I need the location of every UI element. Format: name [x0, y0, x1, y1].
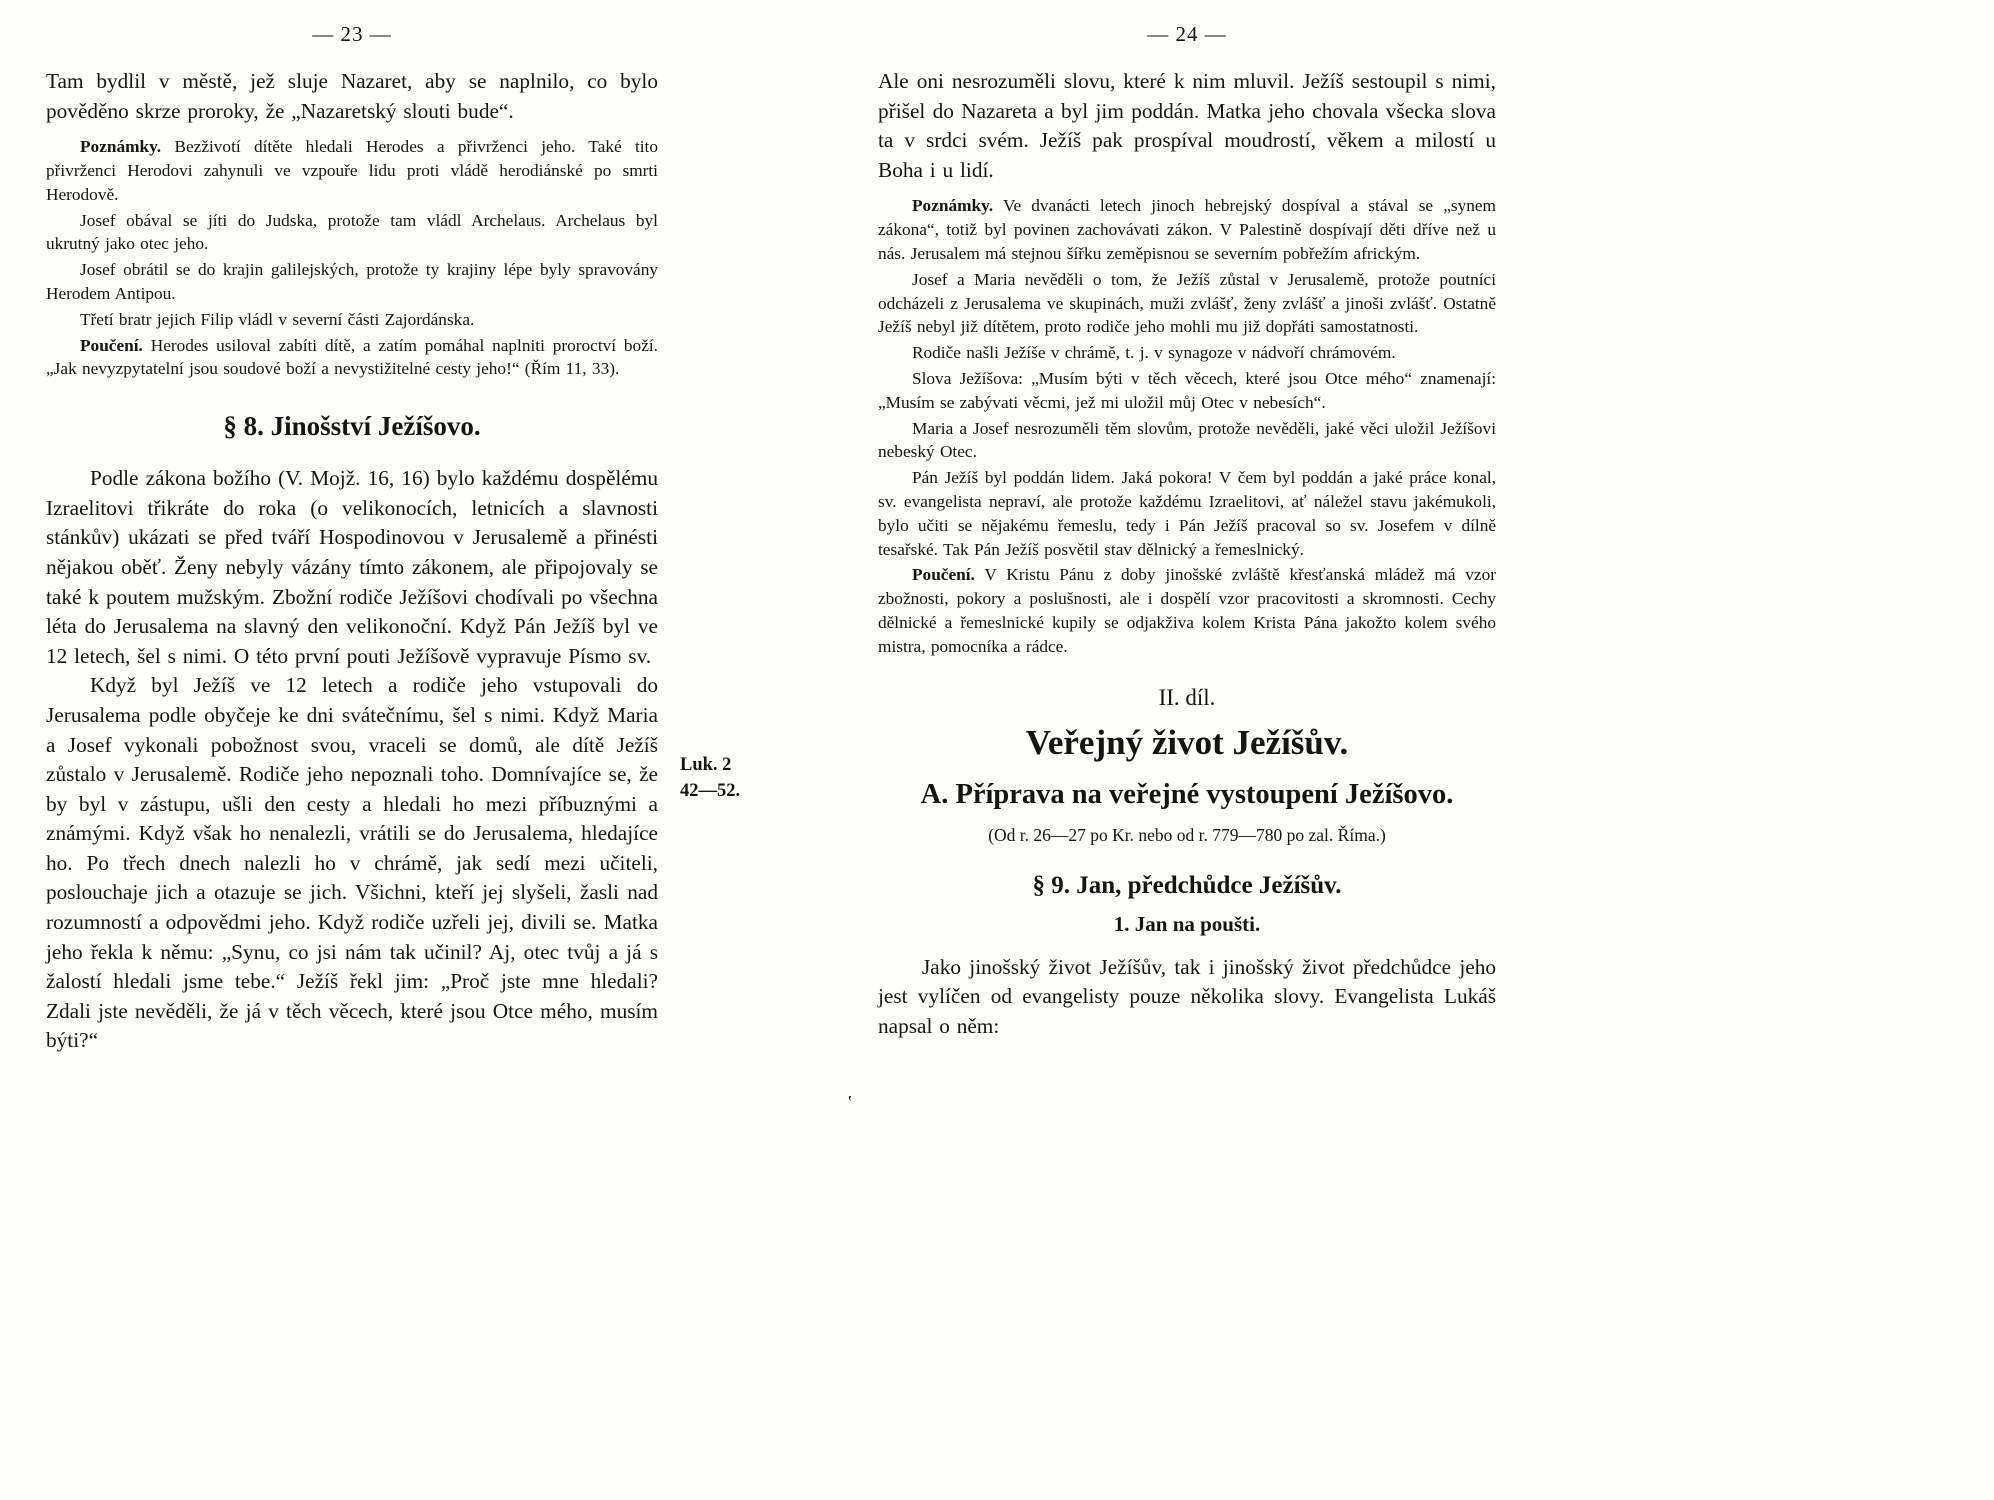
- chapter-a-title: A. Příprava na veřejné vystoupení Ježíšovo.: [920, 778, 1454, 810]
- note-lead: Poučení.: [912, 565, 975, 585]
- note-text: V Kristu Pánu z doby jinošské zvláště křesťanská mládež má vzor zbožnosti, pokory a poslušnosti, ale i dospělí vzor pracovitosti a skromnosti. Cechy dělnické a řemeslnické kupily se odjakživa kolem Krista Pána jakožto kolem svého mistra, pomocníka a rádce.: [878, 565, 1496, 656]
- scripture-reference-book: Luk. 2: [680, 755, 732, 775]
- body-paragraph: Když byl Ježíš ve 12 letech a rodiče jeho vstupovali do Jerusalema podle obyčeje ke dni svátečnímu, šel s nimi. Když Maria a Josef vykonali pobožnost svou, vraceli se domů, ale dítě Ježíš zůstalo v Jerusalemě. Rodiče jeho nepoznali toho. Domnívajíce se, že by byl v zástupu, ušli den cesty a hledali ho mezi příbuznými a známými. Když však ho nenalezli, vrátili se do Jerusalema, hledajíce ho. Po třech dnech nalezli ho v chrámě, jak sedí mezi učiteli, poslouchaje jich a otazuje se jich. Všichni, kteří jej slyšeli, žasli nad rozumností a odpovědmi jeho. Když rodiče uzřeli jej, divili se. Matka jeho řekla k němu: „Synu, co jsi nám tak učinil? Aj, otec tvůj a já s žalostí hledali jsme tebe.“ Ježíš řekl jim: „Proč jste mne hledali? Zdali jste nevěděli, že já v těch věcech, které jsou Otce mého, musím býti?“: [46, 673, 658, 1053]
- date-note: (Od r. 26—27 po Kr. nebo od r. 779—780 po zal. Říma.): [988, 824, 1386, 845]
- note-lead: Poznámky.: [80, 137, 162, 157]
- part-heading: II. díl.: [1158, 684, 1216, 710]
- section-9-heading: § 9. Jan, předchůdce Ježíšův.: [1032, 871, 1342, 899]
- note-lead: Poznámky.: [912, 196, 994, 216]
- intro-paragraph: Ale oni nesrozuměli slovu, které k nim mluvil. Ježíš sestoupil s nimi, přišel do Nazareta a byl jim poddán. Matka jeho chovala všecka slova ta v srdci svém. Ježíš pak prospíval moudrostí, věkem a milostí u Boha i u lidí.: [878, 69, 1496, 182]
- note-paragraph: Slova Ježíšova: „Musím býti v těch věcech, které jsou Otce mého“ znamenají: „Musím se zabývati věcmi, jež mi uložil můj Otec v nebesích“.: [878, 368, 1496, 412]
- note-paragraph: Maria a Josef nesrozuměli těm slovům, protože nevěděli, jaké věci uložil Ježíšovi nebeský Otec.: [878, 418, 1496, 462]
- note-paragraph: [46, 334, 658, 382]
- note-paragraph: [878, 194, 1496, 265]
- note-paragraph: [46, 135, 658, 206]
- page-number-left: — 23 —: [312, 22, 392, 46]
- note-text: Bezživotí dítěte hledali Herodes a přivrženci jeho. Také tito přivrženci Herodovi zahynuli ve vzpouře lidu proti vládě herodiánské po smrti Herodově.: [46, 137, 658, 204]
- margin-mark: ‛: [847, 1092, 853, 1112]
- notes-section: [878, 194, 1496, 658]
- note-paragraph: Josef a Maria nevěděli o tom, že Ježíš zůstal v Jerusalemě, protože poutníci odcházeli z Jerusalema ve skupinách, muži zvlášť, ženy zvlášť a jinoši zvlášť. Ostatně Ježíš nebyl již dítětem, proto rodiče jeho mohli mu již dopřáti samostatnosti.: [878, 269, 1496, 337]
- notes-section: [46, 135, 658, 381]
- section-8-heading: § 8. Jinošství Ježíšovo.: [223, 411, 481, 442]
- main-title: Veřejný život Ježíšův.: [1025, 722, 1349, 762]
- note-text: Herodes usiloval zabíti dítě, a zatím pomáhal naplniti proroctví boží. „Jak nevyzpytatelní jsou soudové boží a nevystižitelné cesty jeho!“ (Řím 11, 33).: [46, 335, 658, 379]
- sub-heading-jan: 1. Jan na poušti.: [1113, 911, 1261, 936]
- note-paragraph: Josef obrátil se do krajin galilejských, protože ty krajiny lépe byly spravovány Herodem Antipou.: [46, 260, 658, 303]
- page-number-right: — 24 —: [1147, 22, 1227, 46]
- scripture-reference-verses: 42—52.: [680, 781, 741, 801]
- page-23: [46, 22, 658, 1056]
- note-paragraph: Pán Ježíš byl poddán lidem. Jaká pokora! V čem byl poddán a jaké práce konal, sv. evangelista nepraví, ale protože každému Izraelitovi, ať náležel stavu jakémukoli, bylo učiti se nějakému řemeslu, tedy i Pán Ježíš pracoval so sv. Josefem v dílně tesařské. Tak Pán Ježíš posvětil stav dělnický a řemeslnický.: [878, 468, 1496, 559]
- note-paragraph: Rodiče našli Ježíše v chrámě, t. j. v synagoze v nádvoří chrámovém.: [912, 343, 1396, 363]
- note-lead: Poučení.: [80, 335, 143, 355]
- note-paragraph: Josef obával se jíti do Judska, protože tam vládl Archelaus. Archelaus byl ukrutný jako otec jeho.: [46, 210, 658, 254]
- note-paragraph: Třetí bratr jejich Filip vládl v severní části Zajordánska.: [80, 309, 475, 329]
- page-24: [878, 22, 1496, 1041]
- note-paragraph: [878, 563, 1496, 658]
- closing-paragraph: Jako jinošský život Ježíšův, tak i jinošský život předchůdce jeho jest vylíčen od evangelisty pouze několika slovy. Evangelista Lukáš napsal o něm:: [878, 954, 1496, 1038]
- note-text: Ve dvanácti letech jinoch hebrejský dospíval a stával se „synem zákona“, totiž byl povinen zachovávati zákon. V Palestině dospívají děti dříve než u nás. Jerusalem má stejnou šířku zeměpisnou se severním pobřežím africkým.: [878, 196, 1496, 263]
- scripture-reference: [680, 752, 740, 804]
- body-paragraph: Podle zákona božího (V. Mojž. 16, 16) bylo každému dospělému Izraelitovi třikráte do roka (o velikonocích, letnicích a slavnosti stánkův) ukázati se před tváří Hospodinovou v Jerusalemě a přinésti nějakou oběť. Ženy nebyly vázány tímto zákonem, ale připojovaly se také k poutem mužským. Zbožní rodiče Ježíšovi chodívali po všechna léta do Jerusalema na slavný den velikonoční. Když Pán Ježíš byl ve 12 letech, šel s nimi. O této první pouti Ježíšově vypravuje Písmo sv.: [46, 466, 658, 668]
- intro-paragraph: Tam bydlil v městě, jež sluje Nazaret, aby se naplnilo, co bylo pověděno skrze proroky, že „Nazaretský slouti bude“.: [46, 69, 658, 123]
